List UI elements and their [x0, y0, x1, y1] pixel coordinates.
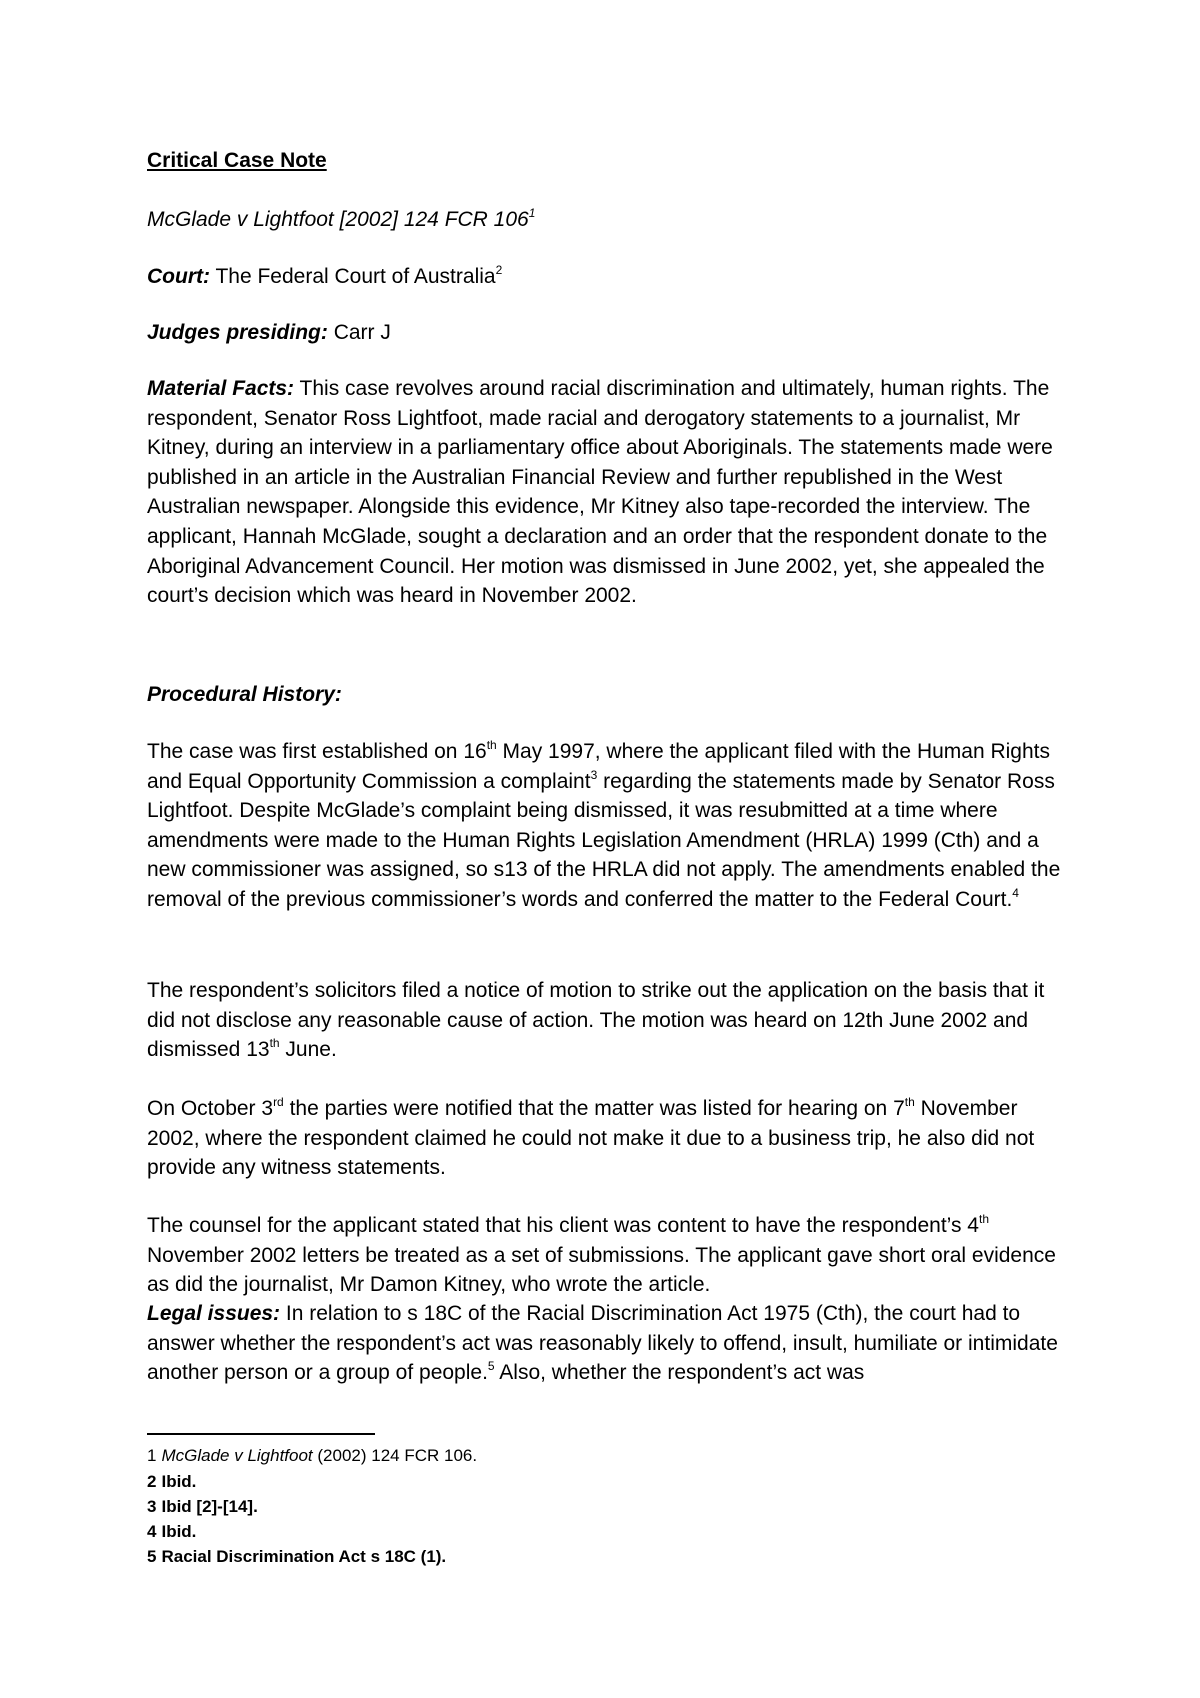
- footnote-ref: 2: [495, 263, 503, 277]
- procedural-history-paragraph-3: [147, 1094, 1067, 1183]
- ordinal-suffix: th: [904, 1095, 915, 1109]
- paragraph-text: November 2002 letters be treated as a set of submissions. The applicant gave short oral evidence as did the journalist, Mr Damon Kitney, who wrote the article.: [147, 1243, 1056, 1297]
- footnote-text: Racial Discrimination Act s 18C (1).: [161, 1547, 447, 1566]
- case-citation: [147, 205, 1067, 235]
- paragraph-text: the parties were notified that the matter was listed for hearing on 7: [283, 1097, 905, 1120]
- footnote-ref: 1: [528, 206, 536, 220]
- court-value: The Federal Court of Australia: [209, 265, 496, 288]
- footnote-text: Ibid.: [161, 1522, 197, 1541]
- footnote-2: [147, 1472, 196, 1492]
- procedural-history-paragraph-4: [147, 1211, 1067, 1300]
- footnote-1: [147, 1446, 477, 1466]
- ordinal-suffix: th: [269, 1036, 280, 1051]
- footnote-divider: [147, 1433, 375, 1435]
- paragraph-text: On October 3: [147, 1097, 274, 1120]
- footnote-text: Ibid [2]-[14].: [161, 1497, 258, 1516]
- paragraph-text: The respondent’s solicitors filed a notice of motion to strike out the application on the basis that it did not disclose any reasonable cause of action. The motion was heard on 12th June 2002 and dismissed 13: [147, 979, 1045, 1062]
- procedural-history-paragraph-1: [147, 737, 1067, 915]
- paragraph-text: The counsel for the applicant stated that his client was content to have the respondent’s 4: [147, 1214, 979, 1237]
- ordinal-suffix: th: [978, 1212, 989, 1226]
- material-facts-label: Material Facts:: [147, 377, 295, 400]
- footnote-number: 4: [147, 1522, 157, 1541]
- paragraph-text: In relation to s 18C of the Racial Discrimination Act 1975 (Cth), the court had to answer whether the respondent’s act was reasonably likely to offend, insult, humiliate or intimidate another person or a group of people.: [147, 1302, 1058, 1385]
- footnote-text: (2002) 124 FCR 106.: [312, 1446, 478, 1465]
- paragraph-text: November 2002, where the respondent claimed he could not make it due to a business trip, he also did not provide any witness statements.: [147, 1097, 1035, 1180]
- footnote-number: 3: [147, 1497, 157, 1516]
- footnote-number: 2: [147, 1472, 157, 1491]
- ordinal-suffix: th: [486, 738, 497, 752]
- court-label: Court:: [147, 265, 210, 288]
- judges-label: Judges presiding:: [147, 321, 328, 344]
- material-facts-paragraph: [147, 374, 1067, 611]
- footnote-4: [147, 1522, 196, 1542]
- paragraph-text: The case was first established on 16: [147, 740, 487, 763]
- judges-value: Carr J: [327, 321, 391, 344]
- paragraph-text: Also, whether the respondent’s act was: [494, 1361, 865, 1385]
- footnote-ref: 4: [1012, 885, 1019, 900]
- legal-issues-label: Legal issues:: [147, 1302, 281, 1325]
- footnote-case-name: McGlade v Lightfoot: [161, 1446, 313, 1465]
- case-citation-text: McGlade v Lightfoot [2002] 124 FCR 106: [147, 208, 529, 231]
- footnote-ref: 3: [590, 767, 598, 782]
- footnote-5: [147, 1547, 446, 1567]
- judges-line: [147, 318, 1067, 348]
- footnote-3: [147, 1497, 258, 1517]
- paragraph-text: May 1997, where the applicant filed with the Human Rights and Equal Opportunity Commission a complaint: [147, 740, 1051, 793]
- court-line: [147, 262, 1067, 292]
- paragraph-text: regarding the statements made by Senator Ross Lightfoot. Despite McGlade’s complaint being dismissed, it was resubmitted at a time where amendments were made to the Human Rights Legislation Amendment (HRLA) 1999 (Cth) and a new commissioner was assigned, so s13 of the HRLA did not apply. The amendments enabled the removal of the previous commissioner’s words and conferred the matter to the Federal Court.: [147, 769, 1061, 911]
- footnote-number: 1: [147, 1446, 157, 1465]
- procedural-history-heading: Procedural History:: [147, 683, 342, 706]
- paragraph-text: June.: [279, 1038, 337, 1062]
- ordinal-suffix: rd: [273, 1095, 284, 1109]
- footnote-text: Ibid.: [161, 1472, 197, 1491]
- footnote-ref: 5: [487, 1359, 495, 1374]
- material-facts-text: This case revolves around racial discrimination and ultimately, human rights. The respondent, Senator Ross Lightfoot, made racial and derogatory statements to a journalist, Mr Kitney, during an interview in a parliamentary office about Aboriginals. The statements made were published in an article in the Australian Financial Review and further republished in the West Australian newspaper. Alongside this evidence, Mr Kitney also tape-recorded the interview. The applicant, Hannah McGlade, sought a declaration and an order that the respondent donate to the Aboriginal Advancement Council. Her motion was dismissed in June 2002, yet, she appealed the court’s decision which was heard in November 2002.: [147, 377, 1053, 608]
- page-title: Critical Case Note: [147, 149, 327, 172]
- legal-issues-paragraph: [147, 1299, 1067, 1388]
- procedural-history-paragraph-2: [147, 976, 1067, 1065]
- footnote-number: 5: [147, 1547, 157, 1566]
